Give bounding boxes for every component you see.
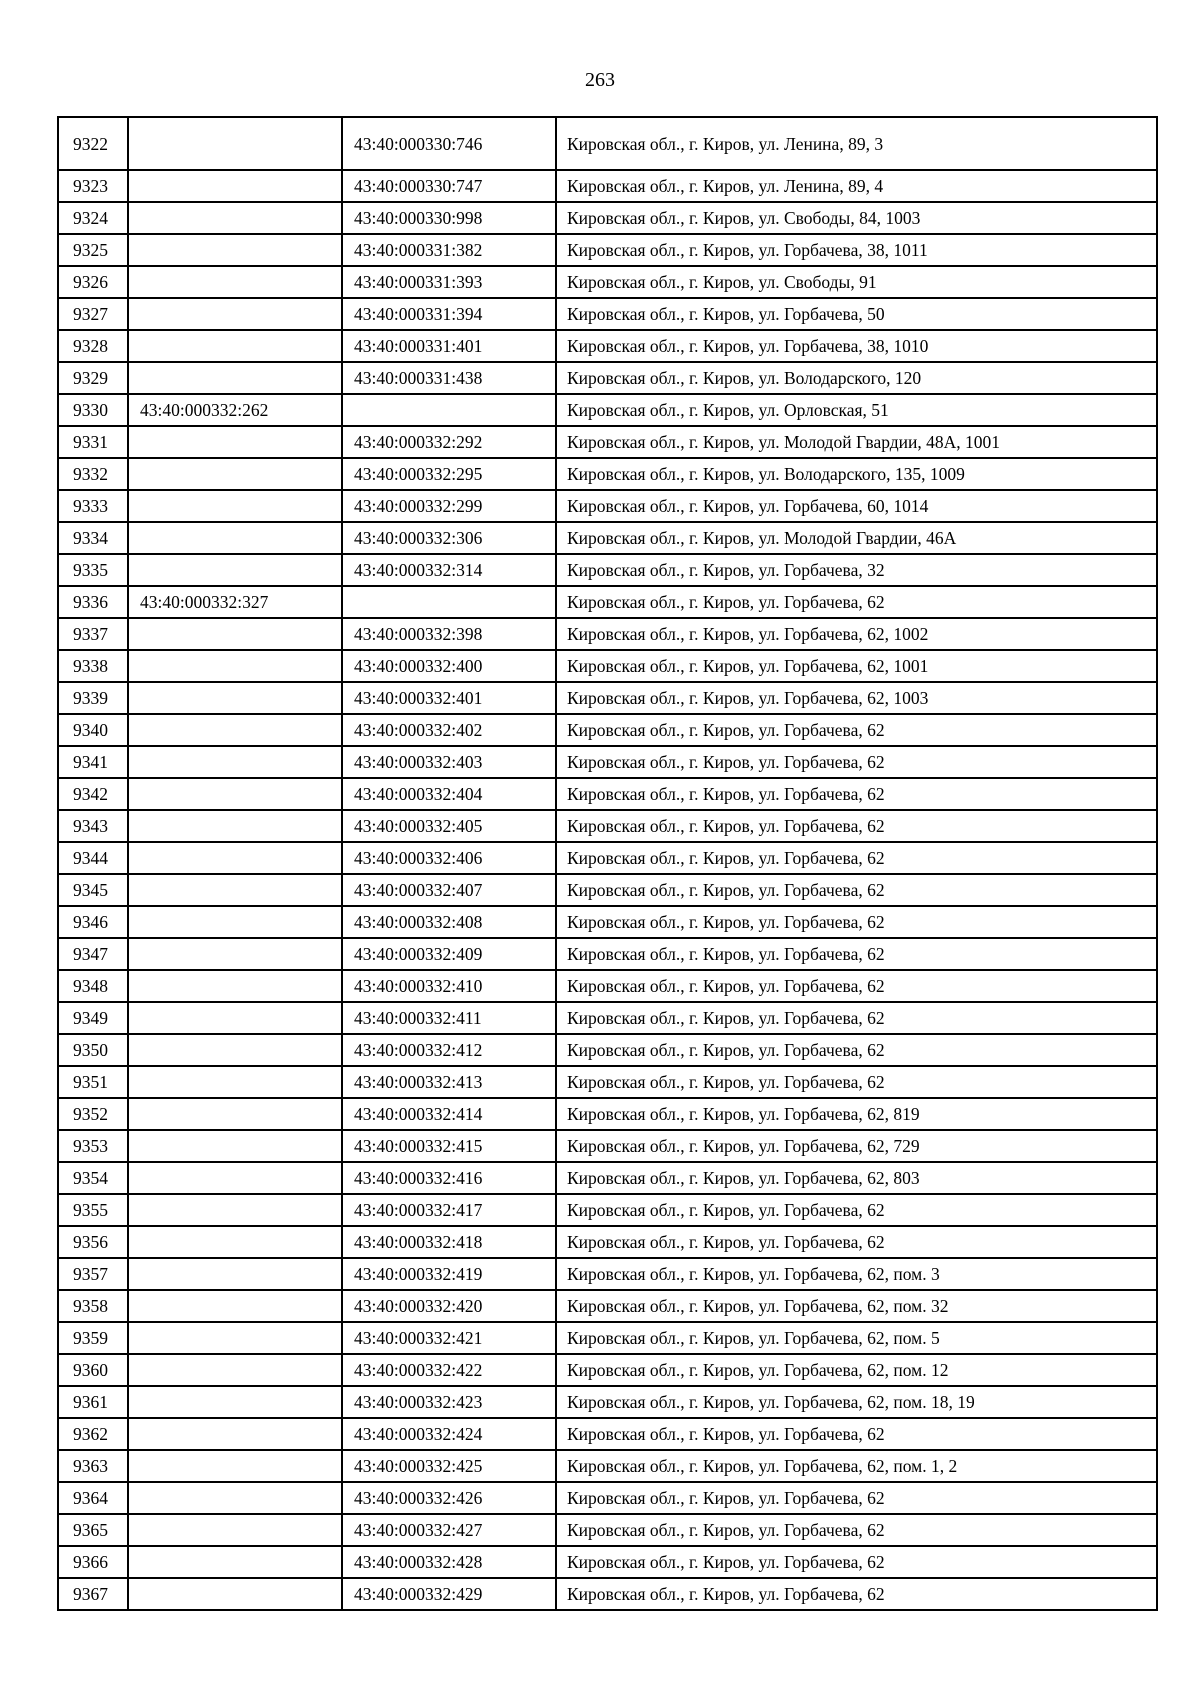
object-cadastral-number-cell: 43:40:000330:998 <box>342 202 556 234</box>
address-cell: Кировская обл., г. Киров, ул. Горбачева, 62 <box>556 938 1157 970</box>
row-number-cell: 9324 <box>58 202 128 234</box>
object-cadastral-number-cell: 43:40:000331:382 <box>342 234 556 266</box>
address-cell: Кировская обл., г. Киров, ул. Горбачева, 62, 803 <box>556 1162 1157 1194</box>
object-cadastral-number-cell: 43:40:000332:429 <box>342 1578 556 1610</box>
address-cell: Кировская обл., г. Киров, ул. Горбачева, 62 <box>556 746 1157 778</box>
address-cell: Кировская обл., г. Киров, ул. Горбачева, 62, пом. 3 <box>556 1258 1157 1290</box>
row-number-cell: 9331 <box>58 426 128 458</box>
address-cell: Кировская обл., г. Киров, ул. Орловская, 51 <box>556 394 1157 426</box>
land-cadastral-number-cell <box>128 298 342 330</box>
land-cadastral-number-cell <box>128 1514 342 1546</box>
table-row <box>58 362 1157 394</box>
land-cadastral-number-cell <box>128 202 342 234</box>
object-cadastral-number-cell: 43:40:000332:416 <box>342 1162 556 1194</box>
row-number-cell: 9328 <box>58 330 128 362</box>
object-cadastral-number-cell: 43:40:000332:422 <box>342 1354 556 1386</box>
land-cadastral-number-cell <box>128 362 342 394</box>
address-cell: Кировская обл., г. Киров, ул. Горбачева, 62 <box>556 810 1157 842</box>
address-cell: Кировская обл., г. Киров, ул. Горбачева, 62, пом. 5 <box>556 1322 1157 1354</box>
object-cadastral-number-cell: 43:40:000332:314 <box>342 554 556 586</box>
address-cell: Кировская обл., г. Киров, ул. Горбачева, 62 <box>556 1418 1157 1450</box>
row-number-cell: 9338 <box>58 650 128 682</box>
row-number-cell: 9353 <box>58 1130 128 1162</box>
table-row <box>58 1034 1157 1066</box>
row-number-cell: 9343 <box>58 810 128 842</box>
land-cadastral-number-cell <box>128 906 342 938</box>
land-cadastral-number-cell: 43:40:000332:327 <box>128 586 342 618</box>
object-cadastral-number-cell: 43:40:000332:410 <box>342 970 556 1002</box>
address-cell: Кировская обл., г. Киров, ул. Горбачева, 62 <box>556 1578 1157 1610</box>
table-row <box>58 170 1157 202</box>
object-cadastral-number-cell: 43:40:000331:394 <box>342 298 556 330</box>
row-number-cell: 9341 <box>58 746 128 778</box>
land-cadastral-number-cell <box>128 842 342 874</box>
table-row <box>58 1514 1157 1546</box>
table-row <box>58 1354 1157 1386</box>
address-cell: Кировская обл., г. Киров, ул. Горбачева, 62 <box>556 874 1157 906</box>
table-row <box>58 1258 1157 1290</box>
table-row <box>58 778 1157 810</box>
table-row <box>58 1002 1157 1034</box>
row-number-cell: 9330 <box>58 394 128 426</box>
object-cadastral-number-cell: 43:40:000332:400 <box>342 650 556 682</box>
row-number-cell: 9325 <box>58 234 128 266</box>
object-cadastral-number-cell: 43:40:000332:428 <box>342 1546 556 1578</box>
address-cell: Кировская обл., г. Киров, ул. Горбачева, 50 <box>556 298 1157 330</box>
address-cell: Кировская обл., г. Киров, ул. Горбачева, 62 <box>556 1194 1157 1226</box>
page-number: 263 <box>585 69 615 91</box>
row-number-cell: 9322 <box>58 117 128 170</box>
table-row <box>58 1130 1157 1162</box>
address-cell: Кировская обл., г. Киров, ул. Свободы, 91 <box>556 266 1157 298</box>
address-cell: Кировская обл., г. Киров, ул. Горбачева, 62 <box>556 1546 1157 1578</box>
address-cell: Кировская обл., г. Киров, ул. Горбачева, 62 <box>556 1514 1157 1546</box>
row-number-cell: 9333 <box>58 490 128 522</box>
table-row <box>58 618 1157 650</box>
object-cadastral-number-cell: 43:40:000331:393 <box>342 266 556 298</box>
land-cadastral-number-cell <box>128 1002 342 1034</box>
land-cadastral-number-cell <box>128 234 342 266</box>
address-cell: Кировская обл., г. Киров, ул. Горбачева, 62 <box>556 1066 1157 1098</box>
object-cadastral-number-cell <box>342 586 556 618</box>
address-cell: Кировская обл., г. Киров, ул. Горбачева, 62, пом. 1, 2 <box>556 1450 1157 1482</box>
land-cadastral-number-cell <box>128 330 342 362</box>
land-cadastral-number-cell <box>128 1194 342 1226</box>
object-cadastral-number-cell: 43:40:000332:403 <box>342 746 556 778</box>
land-cadastral-number-cell <box>128 714 342 746</box>
object-cadastral-number-cell: 43:40:000332:426 <box>342 1482 556 1514</box>
land-cadastral-number-cell <box>128 1066 342 1098</box>
land-cadastral-number-cell <box>128 810 342 842</box>
object-cadastral-number-cell: 43:40:000332:425 <box>342 1450 556 1482</box>
row-number-cell: 9350 <box>58 1034 128 1066</box>
table-row <box>58 938 1157 970</box>
row-number-cell: 9326 <box>58 266 128 298</box>
row-number-cell: 9354 <box>58 1162 128 1194</box>
table-row <box>58 1066 1157 1098</box>
land-cadastral-number-cell <box>128 1226 342 1258</box>
table-row <box>58 842 1157 874</box>
address-cell: Кировская обл., г. Киров, ул. Свободы, 84, 1003 <box>556 202 1157 234</box>
address-cell: Кировская обл., г. Киров, ул. Володарского, 120 <box>556 362 1157 394</box>
object-cadastral-number-cell: 43:40:000332:402 <box>342 714 556 746</box>
object-cadastral-number-cell: 43:40:000332:419 <box>342 1258 556 1290</box>
row-number-cell: 9359 <box>58 1322 128 1354</box>
row-number-cell: 9352 <box>58 1098 128 1130</box>
row-number-cell: 9327 <box>58 298 128 330</box>
table-row <box>58 586 1157 618</box>
table-row <box>58 1386 1157 1418</box>
address-cell: Кировская обл., г. Киров, ул. Горбачева, 60, 1014 <box>556 490 1157 522</box>
object-cadastral-number-cell: 43:40:000332:415 <box>342 1130 556 1162</box>
row-number-cell: 9346 <box>58 906 128 938</box>
row-number-cell: 9347 <box>58 938 128 970</box>
table-row <box>58 426 1157 458</box>
object-cadastral-number-cell: 43:40:000330:747 <box>342 170 556 202</box>
land-cadastral-number-cell <box>128 1258 342 1290</box>
land-cadastral-number-cell <box>128 1418 342 1450</box>
row-number-cell: 9345 <box>58 874 128 906</box>
land-cadastral-number-cell: 43:40:000332:262 <box>128 394 342 426</box>
land-cadastral-number-cell <box>128 266 342 298</box>
land-cadastral-number-cell <box>128 778 342 810</box>
land-cadastral-number-cell <box>128 874 342 906</box>
address-cell: Кировская обл., г. Киров, ул. Горбачева, 62 <box>556 1482 1157 1514</box>
object-cadastral-number-cell: 43:40:000332:418 <box>342 1226 556 1258</box>
address-cell: Кировская обл., г. Киров, ул. Горбачева, 62 <box>556 586 1157 618</box>
table-row <box>58 1194 1157 1226</box>
row-number-cell: 9335 <box>58 554 128 586</box>
registry-table-body <box>58 117 1157 1610</box>
table-row <box>58 522 1157 554</box>
table-row <box>58 1450 1157 1482</box>
address-cell: Кировская обл., г. Киров, ул. Горбачева, 62, 1001 <box>556 650 1157 682</box>
table-row <box>58 1546 1157 1578</box>
address-cell: Кировская обл., г. Киров, ул. Горбачева, 62 <box>556 1034 1157 1066</box>
address-cell: Кировская обл., г. Киров, ул. Молодой Гвардии, 46А <box>556 522 1157 554</box>
row-number-cell: 9365 <box>58 1514 128 1546</box>
address-cell: Кировская обл., г. Киров, ул. Горбачева, 62 <box>556 1226 1157 1258</box>
land-cadastral-number-cell <box>128 490 342 522</box>
table-row <box>58 1418 1157 1450</box>
object-cadastral-number-cell: 43:40:000332:413 <box>342 1066 556 1098</box>
table-row <box>58 490 1157 522</box>
row-number-cell: 9361 <box>58 1386 128 1418</box>
address-cell: Кировская обл., г. Киров, ул. Горбачева, 62 <box>556 1002 1157 1034</box>
address-cell: Кировская обл., г. Киров, ул. Горбачева, 62, пом. 12 <box>556 1354 1157 1386</box>
row-number-cell: 9349 <box>58 1002 128 1034</box>
object-cadastral-number-cell <box>342 394 556 426</box>
row-number-cell: 9357 <box>58 1258 128 1290</box>
land-cadastral-number-cell <box>128 522 342 554</box>
table-row <box>58 1098 1157 1130</box>
land-cadastral-number-cell <box>128 1546 342 1578</box>
land-cadastral-number-cell <box>128 618 342 650</box>
row-number-cell: 9366 <box>58 1546 128 1578</box>
address-cell: Кировская обл., г. Киров, ул. Горбачева, 62, 1002 <box>556 618 1157 650</box>
table-row <box>58 682 1157 714</box>
address-cell: Кировская обл., г. Киров, ул. Горбачева, 62 <box>556 778 1157 810</box>
row-number-cell: 9363 <box>58 1450 128 1482</box>
land-cadastral-number-cell <box>128 426 342 458</box>
row-number-cell: 9351 <box>58 1066 128 1098</box>
land-cadastral-number-cell <box>128 117 342 170</box>
object-cadastral-number-cell: 43:40:000332:420 <box>342 1290 556 1322</box>
table-row <box>58 906 1157 938</box>
table-row <box>58 1226 1157 1258</box>
address-cell: Кировская обл., г. Киров, ул. Горбачева, 38, 1010 <box>556 330 1157 362</box>
object-cadastral-number-cell: 43:40:000332:299 <box>342 490 556 522</box>
object-cadastral-number-cell: 43:40:000332:409 <box>342 938 556 970</box>
table-row <box>58 458 1157 490</box>
address-cell: Кировская обл., г. Киров, ул. Горбачева, 62 <box>556 842 1157 874</box>
object-cadastral-number-cell: 43:40:000331:438 <box>342 362 556 394</box>
land-cadastral-number-cell <box>128 458 342 490</box>
address-cell: Кировская обл., г. Киров, ул. Горбачева, 62, пом. 18, 19 <box>556 1386 1157 1418</box>
row-number-cell: 9362 <box>58 1418 128 1450</box>
address-cell: Кировская обл., г. Киров, ул. Горбачева, 62, 1003 <box>556 682 1157 714</box>
object-cadastral-number-cell: 43:40:000332:407 <box>342 874 556 906</box>
land-cadastral-number-cell <box>128 1130 342 1162</box>
row-number-cell: 9339 <box>58 682 128 714</box>
table-row <box>58 298 1157 330</box>
row-number-cell: 9364 <box>58 1482 128 1514</box>
object-cadastral-number-cell: 43:40:000332:405 <box>342 810 556 842</box>
table-row <box>58 874 1157 906</box>
address-cell: Кировская обл., г. Киров, ул. Ленина, 89, 3 <box>556 117 1157 170</box>
table-row <box>58 810 1157 842</box>
table-row <box>58 330 1157 362</box>
row-number-cell: 9329 <box>58 362 128 394</box>
land-cadastral-number-cell <box>128 554 342 586</box>
row-number-cell: 9342 <box>58 778 128 810</box>
address-cell: Кировская обл., г. Киров, ул. Горбачева, 62, пом. 32 <box>556 1290 1157 1322</box>
object-cadastral-number-cell: 43:40:000332:306 <box>342 522 556 554</box>
land-cadastral-number-cell <box>128 970 342 1002</box>
row-number-cell: 9358 <box>58 1290 128 1322</box>
land-cadastral-number-cell <box>128 650 342 682</box>
address-cell: Кировская обл., г. Киров, ул. Горбачева, 62 <box>556 970 1157 1002</box>
address-cell: Кировская обл., г. Киров, ул. Горбачева, 32 <box>556 554 1157 586</box>
row-number-cell: 9336 <box>58 586 128 618</box>
row-number-cell: 9356 <box>58 1226 128 1258</box>
land-cadastral-number-cell <box>128 746 342 778</box>
table-row <box>58 1482 1157 1514</box>
object-cadastral-number-cell: 43:40:000332:404 <box>342 778 556 810</box>
row-number-cell: 9323 <box>58 170 128 202</box>
address-cell: Кировская обл., г. Киров, ул. Молодой Гвардии, 48А, 1001 <box>556 426 1157 458</box>
land-cadastral-number-cell <box>128 1034 342 1066</box>
table-row <box>58 1322 1157 1354</box>
object-cadastral-number-cell: 43:40:000332:406 <box>342 842 556 874</box>
land-cadastral-number-cell <box>128 938 342 970</box>
table-row <box>58 234 1157 266</box>
land-cadastral-number-cell <box>128 170 342 202</box>
row-number-cell: 9337 <box>58 618 128 650</box>
object-cadastral-number-cell: 43:40:000330:746 <box>342 117 556 170</box>
table-row <box>58 1162 1157 1194</box>
object-cadastral-number-cell: 43:40:000332:408 <box>342 906 556 938</box>
address-cell: Кировская обл., г. Киров, ул. Горбачева, 62, 729 <box>556 1130 1157 1162</box>
land-cadastral-number-cell <box>128 1450 342 1482</box>
row-number-cell: 9348 <box>58 970 128 1002</box>
table-row <box>58 202 1157 234</box>
row-number-cell: 9360 <box>58 1354 128 1386</box>
object-cadastral-number-cell: 43:40:000332:421 <box>342 1322 556 1354</box>
table-row <box>58 714 1157 746</box>
object-cadastral-number-cell: 43:40:000332:427 <box>342 1514 556 1546</box>
address-cell: Кировская обл., г. Киров, ул. Горбачева, 62, 819 <box>556 1098 1157 1130</box>
row-number-cell: 9355 <box>58 1194 128 1226</box>
row-number-cell: 9332 <box>58 458 128 490</box>
table-row <box>58 650 1157 682</box>
registry-table <box>57 116 1158 1611</box>
land-cadastral-number-cell <box>128 1578 342 1610</box>
land-cadastral-number-cell <box>128 1386 342 1418</box>
object-cadastral-number-cell: 43:40:000332:411 <box>342 1002 556 1034</box>
object-cadastral-number-cell: 43:40:000332:414 <box>342 1098 556 1130</box>
table-row <box>58 554 1157 586</box>
land-cadastral-number-cell <box>128 1322 342 1354</box>
object-cadastral-number-cell: 43:40:000332:401 <box>342 682 556 714</box>
address-cell: Кировская обл., г. Киров, ул. Горбачева, 62 <box>556 714 1157 746</box>
table-row <box>58 970 1157 1002</box>
table-row <box>58 746 1157 778</box>
row-number-cell: 9334 <box>58 522 128 554</box>
table-row <box>58 1578 1157 1610</box>
object-cadastral-number-cell: 43:40:000331:401 <box>342 330 556 362</box>
land-cadastral-number-cell <box>128 1098 342 1130</box>
row-number-cell: 9367 <box>58 1578 128 1610</box>
land-cadastral-number-cell <box>128 1354 342 1386</box>
table-row <box>58 266 1157 298</box>
object-cadastral-number-cell: 43:40:000332:424 <box>342 1418 556 1450</box>
table-row <box>58 117 1157 170</box>
object-cadastral-number-cell: 43:40:000332:398 <box>342 618 556 650</box>
row-number-cell: 9344 <box>58 842 128 874</box>
address-cell: Кировская обл., г. Киров, ул. Володарского, 135, 1009 <box>556 458 1157 490</box>
land-cadastral-number-cell <box>128 1290 342 1322</box>
land-cadastral-number-cell <box>128 682 342 714</box>
object-cadastral-number-cell: 43:40:000332:295 <box>342 458 556 490</box>
object-cadastral-number-cell: 43:40:000332:417 <box>342 1194 556 1226</box>
address-cell: Кировская обл., г. Киров, ул. Горбачева, 62 <box>556 906 1157 938</box>
land-cadastral-number-cell <box>128 1482 342 1514</box>
table-row <box>58 394 1157 426</box>
object-cadastral-number-cell: 43:40:000332:423 <box>342 1386 556 1418</box>
row-number-cell: 9340 <box>58 714 128 746</box>
object-cadastral-number-cell: 43:40:000332:292 <box>342 426 556 458</box>
address-cell: Кировская обл., г. Киров, ул. Горбачева, 38, 1011 <box>556 234 1157 266</box>
land-cadastral-number-cell <box>128 1162 342 1194</box>
address-cell: Кировская обл., г. Киров, ул. Ленина, 89, 4 <box>556 170 1157 202</box>
table-row <box>58 1290 1157 1322</box>
object-cadastral-number-cell: 43:40:000332:412 <box>342 1034 556 1066</box>
